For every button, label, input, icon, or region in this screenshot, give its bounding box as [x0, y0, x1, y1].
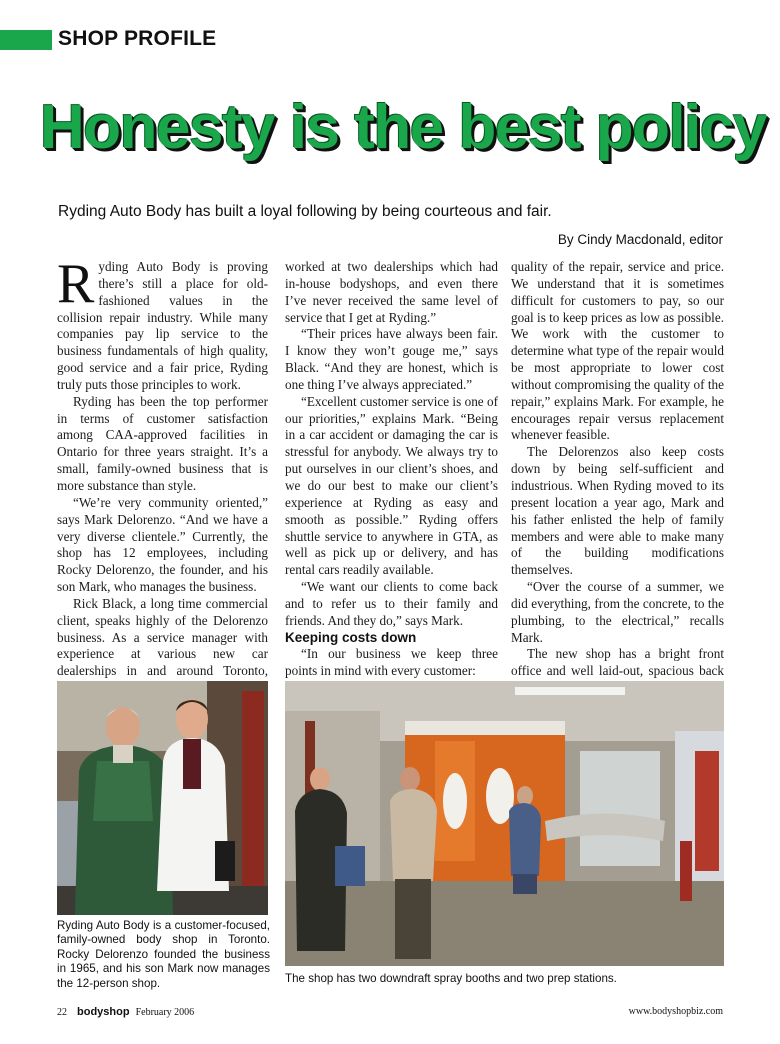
- dropcap: R: [57, 253, 95, 315]
- subhead: Keeping costs down: [285, 629, 417, 645]
- magazine-name: bodyshop: [77, 1006, 130, 1018]
- article-paragraph: worked at two dealerships which had in-house bodyshops, and even there I’ve never received the same level of service that I get at Ryding.”: [285, 259, 498, 325]
- article-paragraph: “Their prices have always been fair. I know they won’t gouge me,” says Black. “And they are honest, which is one thing I’ve always appreciated.”: [285, 326, 498, 392]
- article-paragraph: Ryding has been the top performer in terms of customer satisfaction among CAA-approved facilities in Ontario for three years straight. It’s a small, family-owned business that is more substance than style.: [57, 393, 268, 493]
- section-color-bar: [0, 30, 52, 50]
- article-paragraph: Rick Black, a long time commercial client, speaks highly of the Delorenzo business. As a service manager with experience at various new car dealerships in and around Toronto,: [57, 595, 268, 679]
- photo-owners: [57, 681, 268, 915]
- photo-shop-caption: The shop has two downdraft spray booths and two prep stations.: [285, 972, 617, 985]
- article-paragraph: quality of the repair, service and price. We understand that it is sometimes difficult for customers to pay, so our goal is to keep prices as low as possible. We work with the customer to determine what type of the repair would be most appropriate to lower cost without compromising the quality of the repair,” explains Mark. For example, he encourages repair versus replacement whenever feasible.: [511, 259, 724, 443]
- page-number: 22: [57, 1007, 67, 1018]
- article-paragraph: “Excellent customer service is one of our priorities,” explains Mark. “Being in a car accident or damaging the car is stressful for anybody. We always try to put ourselves in our client’s shoes, and we do our best to make our client’s experience at Ryding as easy and smooth as possible.” Ryding offers shuttle service to anywhere in GTA, as well as pick up or delivery, and has rental cars readily available.: [285, 393, 498, 578]
- article-column-2: [285, 259, 498, 680]
- article-paragraph: The new shop has a bright front office and well laid-out, spacious back: [511, 646, 724, 679]
- article-paragraph: Ryding Auto Body is proving there’s still a place for old-fashioned values in the collision repair industry. While many companies pay lip service to the business fundamentals of high quality, good service and a fair price, Ryding truly puts those principles to work.: [57, 253, 268, 392]
- article-column-3: [511, 259, 724, 714]
- photo-shop-illustration: [285, 681, 724, 966]
- deck: Ryding Auto Body has built a loyal following by being courteous and fair.: [58, 203, 552, 220]
- headline: Honesty is the best policy: [40, 93, 766, 162]
- article-column-1: [57, 253, 268, 714]
- photo-owners-caption: Ryding Auto Body is a customer-focused, family-owned body shop in Toronto. Rocky Delorenzo founded the business in 1965, and his son Mark now manages the 12-person shop.: [57, 919, 270, 990]
- section-label: SHOP PROFILE: [58, 27, 217, 50]
- article-paragraph: “We’re very community oriented,” says Mark Delorenzo. “And we have a very diverse clientele.” Currently, the shop has 12 employees, including Rocky Delorenzo, the founder, and his son Mark, who manages the business.: [57, 494, 268, 595]
- photo-shop-interior: [285, 681, 724, 966]
- article-paragraph: The Delorenzos also keep costs down by being self-sufficient and industrious. When Ryding moved to its present location a year ago, Mark and his father enlisted the help of family members and were able to make many of the building modifications themselves.: [511, 444, 724, 578]
- article-paragraph: “Over the course of a summer, we did everything, from the concrete, to the plumbing, to the electrical,” recalls Mark.: [511, 579, 724, 645]
- footer-left: [57, 1006, 194, 1018]
- article-paragraph: “In our business we keep three points in mind with every customer:: [285, 646, 498, 679]
- byline: By Cindy Macdonald, editor: [557, 232, 723, 247]
- footer-url: www.bodyshopbiz.com: [628, 1006, 723, 1017]
- issue-date: February 2006: [135, 1007, 195, 1018]
- photo-owners-illustration: [57, 681, 268, 915]
- article-paragraph: “We want our clients to come back and to refer us to their family and friends. And they do,” says Mark.: [285, 579, 498, 628]
